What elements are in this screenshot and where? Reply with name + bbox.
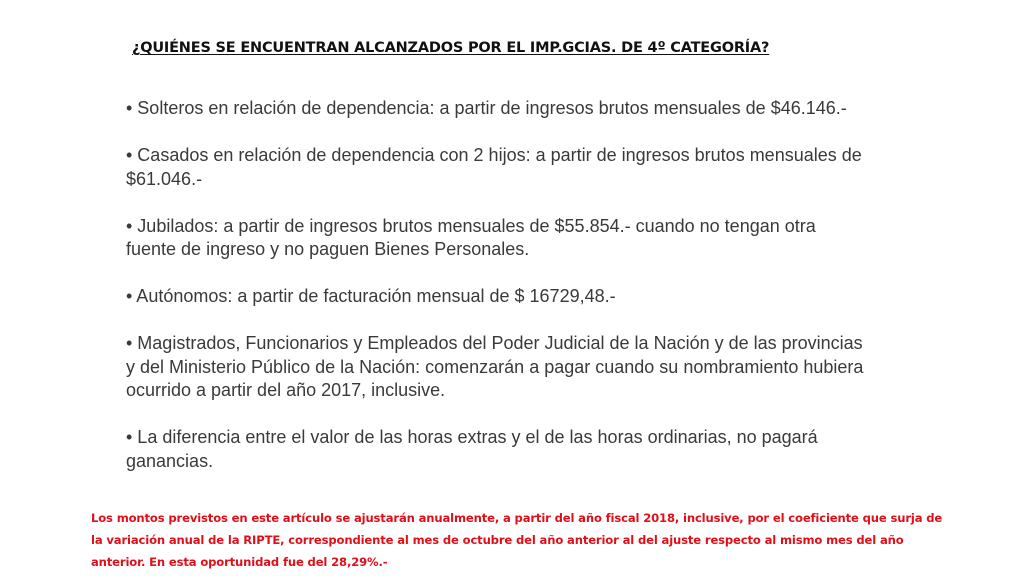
bullet-magistrados: • Magistrados, Funcionarios y Empleados del Poder Judicial de la Nación y de las provincias y del Ministerio Público de la Nación: comenzarán a pagar cuando su nombramiento hubiera ocurrido a partir del año 2017, inclusive. — [126, 333, 864, 400]
footnote-ripte: Los montos previstos en este artículo se ajustarán anualmente, a partir del año fiscal 2018, inclusive, por el coeficiente que surja de la variación anual de la RIPTE, correspondiente al mes de octubre del año anterior al del ajuste respecto al mismo mes del año anterior. En esta oportunidad fue del 28,29%.- — [91, 511, 943, 569]
bullet-autonomos: • Autónomos: a partir de facturación mensual de $ 16729,48.- — [126, 286, 616, 306]
slide-title: ¿QUIÉNES SE ENCUENTRAN ALCANZADOS POR EL IMP.GCIAS. DE 4º CATEGORÍA? — [132, 40, 770, 56]
bullet-solteros: • Solteros en relación de dependencia: a partir de ingresos brutos mensuales de $46.146.- — [126, 98, 847, 118]
bullet-jubilados: • Jubilados: a partir de ingresos brutos mensuales de $55.854.- cuando no tengan otra fuente de ingreso y no paguen Bienes Personales. — [126, 215, 816, 259]
bullet-horas-extras: • La diferencia entre el valor de las horas extras y el de las horas ordinarias, no pagará ganancias. — [126, 427, 818, 471]
bullet-list — [126, 97, 866, 473]
bullet-casados: • Casados en relación de dependencia con 2 hijos: a partir de ingresos brutos mensuales de $61.046.- — [126, 145, 862, 189]
